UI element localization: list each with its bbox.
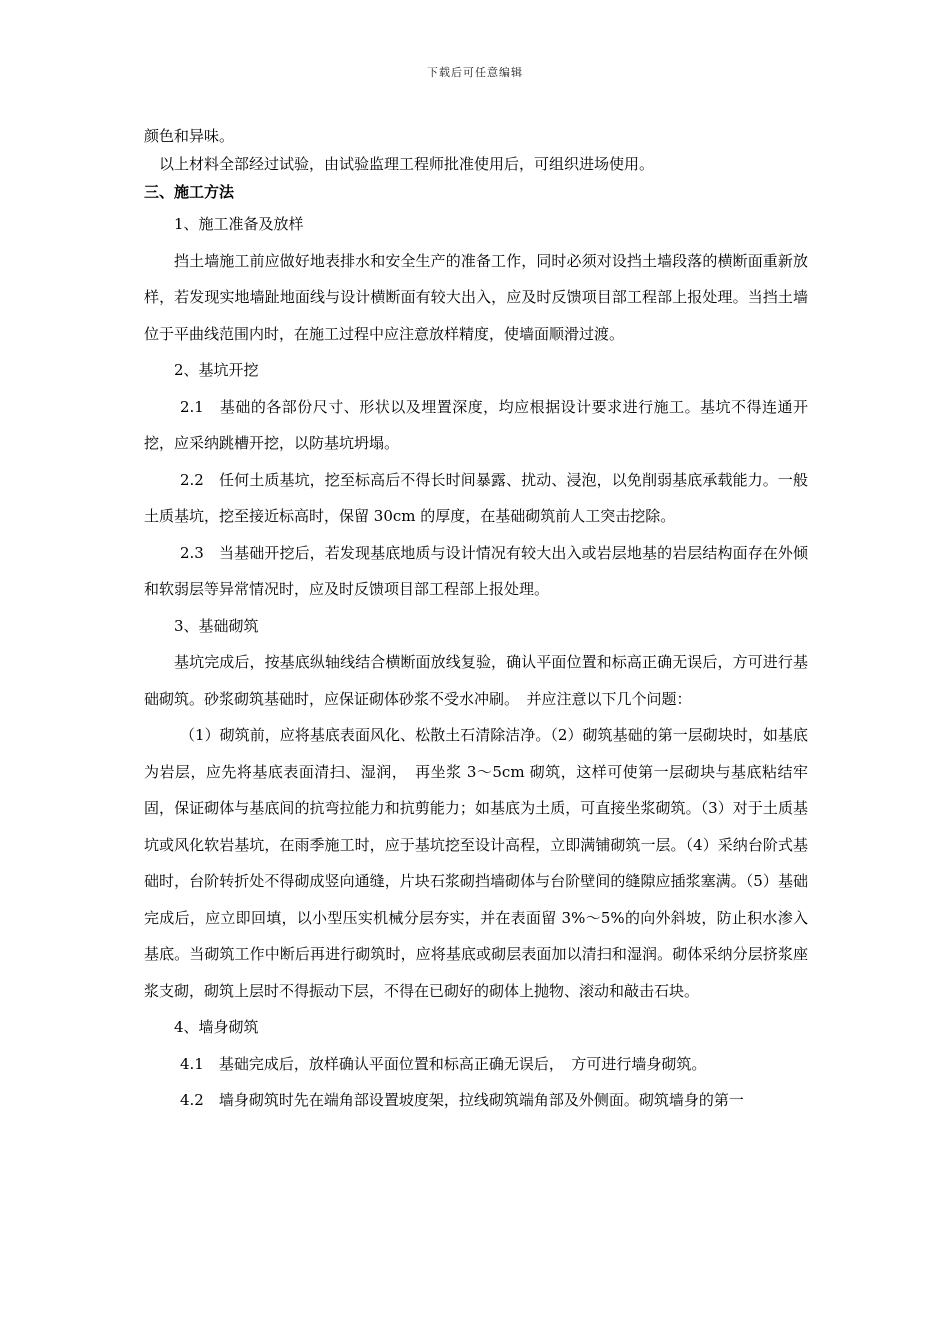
document-body xyxy=(144,122,808,1119)
paragraph-4-2: 4.2 墙身砌筑时先在端角部设置坡度架，拉线砌筑端角部及外侧面。砌筑墙身的第一 xyxy=(180,1091,744,1109)
paragraph-2-2: 2.2 任何土质基坑，挖至标高后不得长时间暴露、扰动、浸泡，以免削弱基底承载能力。一般土质基坑，挖至接近标高时，保留 30cm 的厚度，在基础砌筑前人工突击挖除。 xyxy=(144,470,808,525)
paragraph-2-3: 2.3 当基础开挖后，若发现基底地质与设计情况有较大出入或岩层地基的岩层结构面存在外倾和软弱层等异常情况时，应及时反馈项目部工程部上报处理。 xyxy=(144,543,808,598)
paragraph-2-1: 2.1 基础的各部份尺寸、形状以及埋置深度，均应根据设计要求进行施工。基坑不得连通开挖，应采纳跳槽开挖，以防基坑坍塌。 xyxy=(144,397,808,452)
subheading-wall-masonry: 4、墙身砌筑 xyxy=(174,1018,259,1036)
subheading-foundation-masonry: 3、基础砌筑 xyxy=(174,616,259,635)
paragraph-4-1: 4.1 基础完成后，放样确认平面位置和标高正确无误后， 方可进行墙身砌筑。 xyxy=(180,1054,707,1073)
section-heading-construction-method: 三、施工方法 xyxy=(144,183,235,201)
paragraph-foundation-items: （1）砌筑前，应将基底表面风化、松散土石清除洁净。（2）砌筑基础的第一层砌块时，如基底为岩层，应先将基底表面清扫、湿润， 再坐浆 3～5cm 砌筑，这样可使第一层砌块与基底粘结牢固，保证砌体与基底间的抗弯拉能力和抗剪能力；如基底为土质，可直接坐浆砌筑。（3）对于土质基坑或风化软岩基坑，在雨季施工时，应于基坑挖至设计高程，立即满铺砌筑一层。（4）采纳台阶式基础时，台阶转折处不得砌成竖向通缝，片块石浆砌挡墙砌体与台阶壁间的缝隙应插浆塞满。（5）基础完成后，应立即回填，以小型压实机械分层夯实，并在表面留 3%～5%的向外斜坡，防止积水渗入基底。当砌筑工作中断后再进行砌筑时，应将基底或砌层表面加以清扫和湿润。砌体采纳分层挤浆座浆支砌，砌筑上层时不得振动下层，不得在已砌好的砌体上抛物、滚动和敲击石块。 xyxy=(144,726,808,1000)
paragraph-continuation: 颜色和异味。 xyxy=(144,127,235,145)
subheading-preparation: 1、施工准备及放样 xyxy=(174,215,304,233)
paragraph-foundation-intro: 基坑完成后，按基底纵轴线结合横断面放线复验，确认平面位置和标高正确无误后，方可进行基础砌筑。砂浆砌筑基础时，应保证砌体砂浆不受水冲刷。 并应注意以下几个问题： xyxy=(144,653,808,708)
subheading-excavation: 2、基坑开挖 xyxy=(174,361,259,379)
paragraph-materials: 以上材料全部经过试验，由试验监理工程师批准使用后，可组织进场使用。 xyxy=(159,155,655,173)
page-header: 下载后可任意编辑 xyxy=(427,66,523,79)
paragraph-preparation: 挡土墙施工前应做好地表排水和安全生产的准备工作，同时必须对设挡土墙段落的横断面重新放样，若发现实地墙趾地面线与设计横断面有较大出入，应及时反馈项目部工程部上报处理。当挡土墙位于平曲线范围内时，在施工过程中应注意放样精度，使墙面顺滑过渡。 xyxy=(144,251,808,343)
